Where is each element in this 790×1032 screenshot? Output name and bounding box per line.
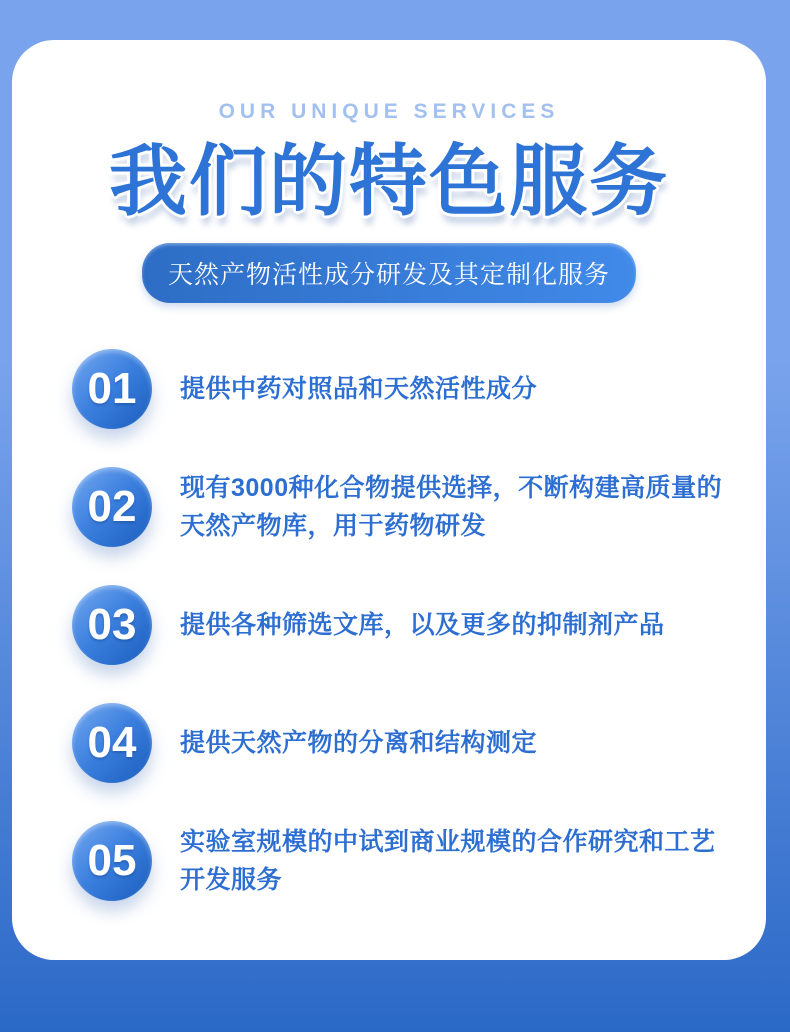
banner-pill xyxy=(142,243,636,303)
service-item xyxy=(72,703,766,783)
service-number: 02 xyxy=(87,482,137,532)
service-number: 04 xyxy=(87,718,137,768)
eyebrow-text: OUR UNIQUE SERVICES xyxy=(218,100,560,123)
services-list xyxy=(72,349,766,901)
service-text: 提供中药对照品和天然活性成分 xyxy=(180,374,538,403)
service-number-badge xyxy=(72,703,152,783)
service-number-badge xyxy=(72,349,152,429)
service-item xyxy=(72,821,766,901)
service-number: 05 xyxy=(87,836,137,886)
service-text: 提供天然产物的分离和结构测定 xyxy=(180,728,538,757)
service-text: 实验室规模的中试到商业规模的合作研究和工艺开发服务 xyxy=(180,827,716,895)
service-item xyxy=(72,585,766,665)
service-item xyxy=(72,467,766,547)
page-title: 我们的特色服务 xyxy=(108,137,669,225)
service-number: 01 xyxy=(87,364,137,414)
service-text: 现有3000种化合物提供选择，不断构建高质量的天然产物库，用于药物研发 xyxy=(180,473,723,541)
service-number-badge xyxy=(72,585,152,665)
banner-text: 天然产物活性成分研发及其定制化服务 xyxy=(167,261,610,290)
service-item xyxy=(72,349,766,429)
service-number-badge xyxy=(72,467,152,547)
service-number-badge xyxy=(72,821,152,901)
service-number: 03 xyxy=(87,600,137,650)
service-text: 提供各种筛选文库，以及更多的抑制剂产品 xyxy=(180,610,665,639)
content-card xyxy=(12,40,766,960)
